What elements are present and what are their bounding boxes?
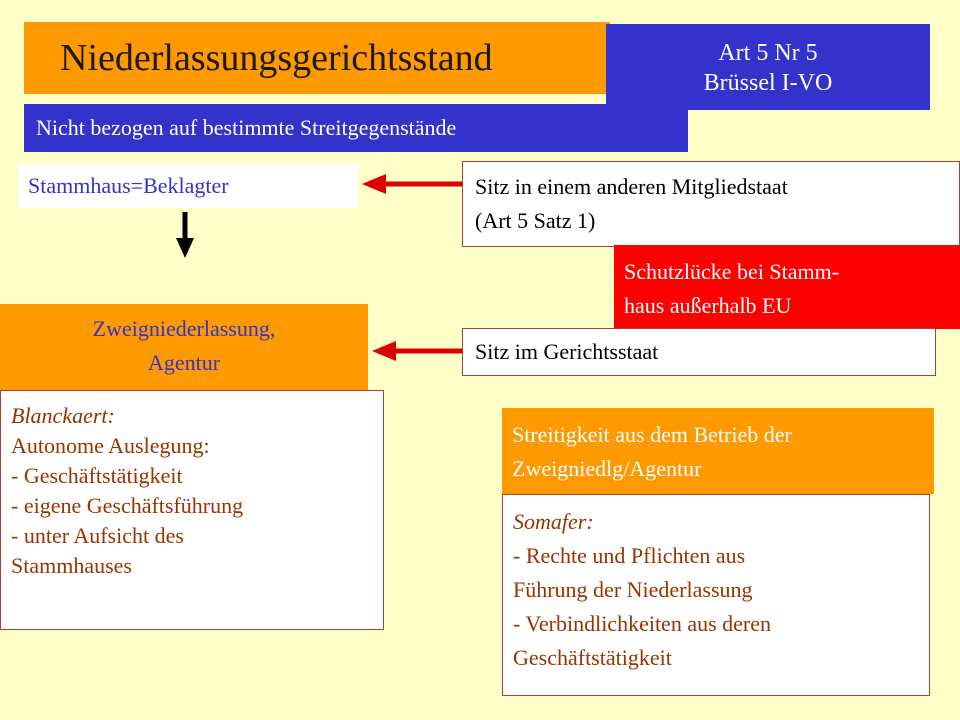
reference-line-2: Brüssel I-VO [703,70,833,96]
blanckaert-line: Autonome Auslegung: [11,433,210,458]
blanckaert-line: - unter Aufsicht des [11,523,184,548]
zweigniederlassung-box [0,304,368,390]
blanckaert-line: Stammhauses [11,553,132,578]
somafer-heading: Somafer: [513,509,594,534]
arrow-sitz-gerichtsstaat-to-zweigniederlassung [372,341,462,361]
schutzluecke-line-1: Schutzlücke bei Stamm- [624,259,840,284]
stammhaus-text: Stammhaus=Beklagter [28,173,229,198]
schutzluecke-line-2: haus außerhalb EU [624,293,792,318]
sitz-mitgliedstaat-line-2: (Art 5 Satz 1) [475,208,596,233]
sitz-mitgliedstaat-box [462,161,960,247]
arrow-sitz-mitgliedstaat-to-stammhaus [362,174,462,194]
streitigkeit-line-1: Streitigkeit aus dem Betrieb der [512,422,792,447]
zweigniederlassung-line-1: Zweigniederlassung, [92,316,276,341]
reference-line-1: Art 5 Nr 5 [718,40,818,66]
streitigkeit-line-2: Zweigniedlg/Agentur [512,456,702,481]
blanckaert-heading: Blanckaert: [11,403,115,428]
subtitle-box [24,104,688,152]
blanckaert-box [0,390,384,630]
title-box [24,22,610,94]
subtitle-text: Nicht bezogen auf bestimmte Streitgegenstände [36,115,457,140]
blanckaert-line: - eigene Geschäftsführung [11,493,244,518]
page-title: Niederlassungsgerichtsstand [60,37,493,79]
arrow-stammhaus-to-zweigniederlassung [176,212,194,258]
somafer-line: - Verbindlichkeiten aus deren [513,611,772,636]
somafer-line: - Rechte und Pflichten aus [513,543,746,568]
sitz-gerichtsstaat-text: Sitz im Gerichtsstaat [475,339,659,364]
streitigkeit-box [502,408,934,494]
stammhaus-box [18,164,358,208]
sitz-gerichtsstaat-box [462,328,936,376]
zweigniederlassung-line-2: Agentur [147,350,221,375]
blanckaert-line: - Geschäftstätigkeit [11,463,183,488]
sitz-mitgliedstaat-line-1: Sitz in einem anderen Mitgliedstaat [475,174,788,199]
schutzluecke-box [614,245,960,329]
somafer-line: Geschäftstätigkeit [513,645,672,670]
somafer-line: Führung der Niederlassung [513,577,753,602]
somafer-box [502,494,930,696]
reference-box [606,24,930,110]
